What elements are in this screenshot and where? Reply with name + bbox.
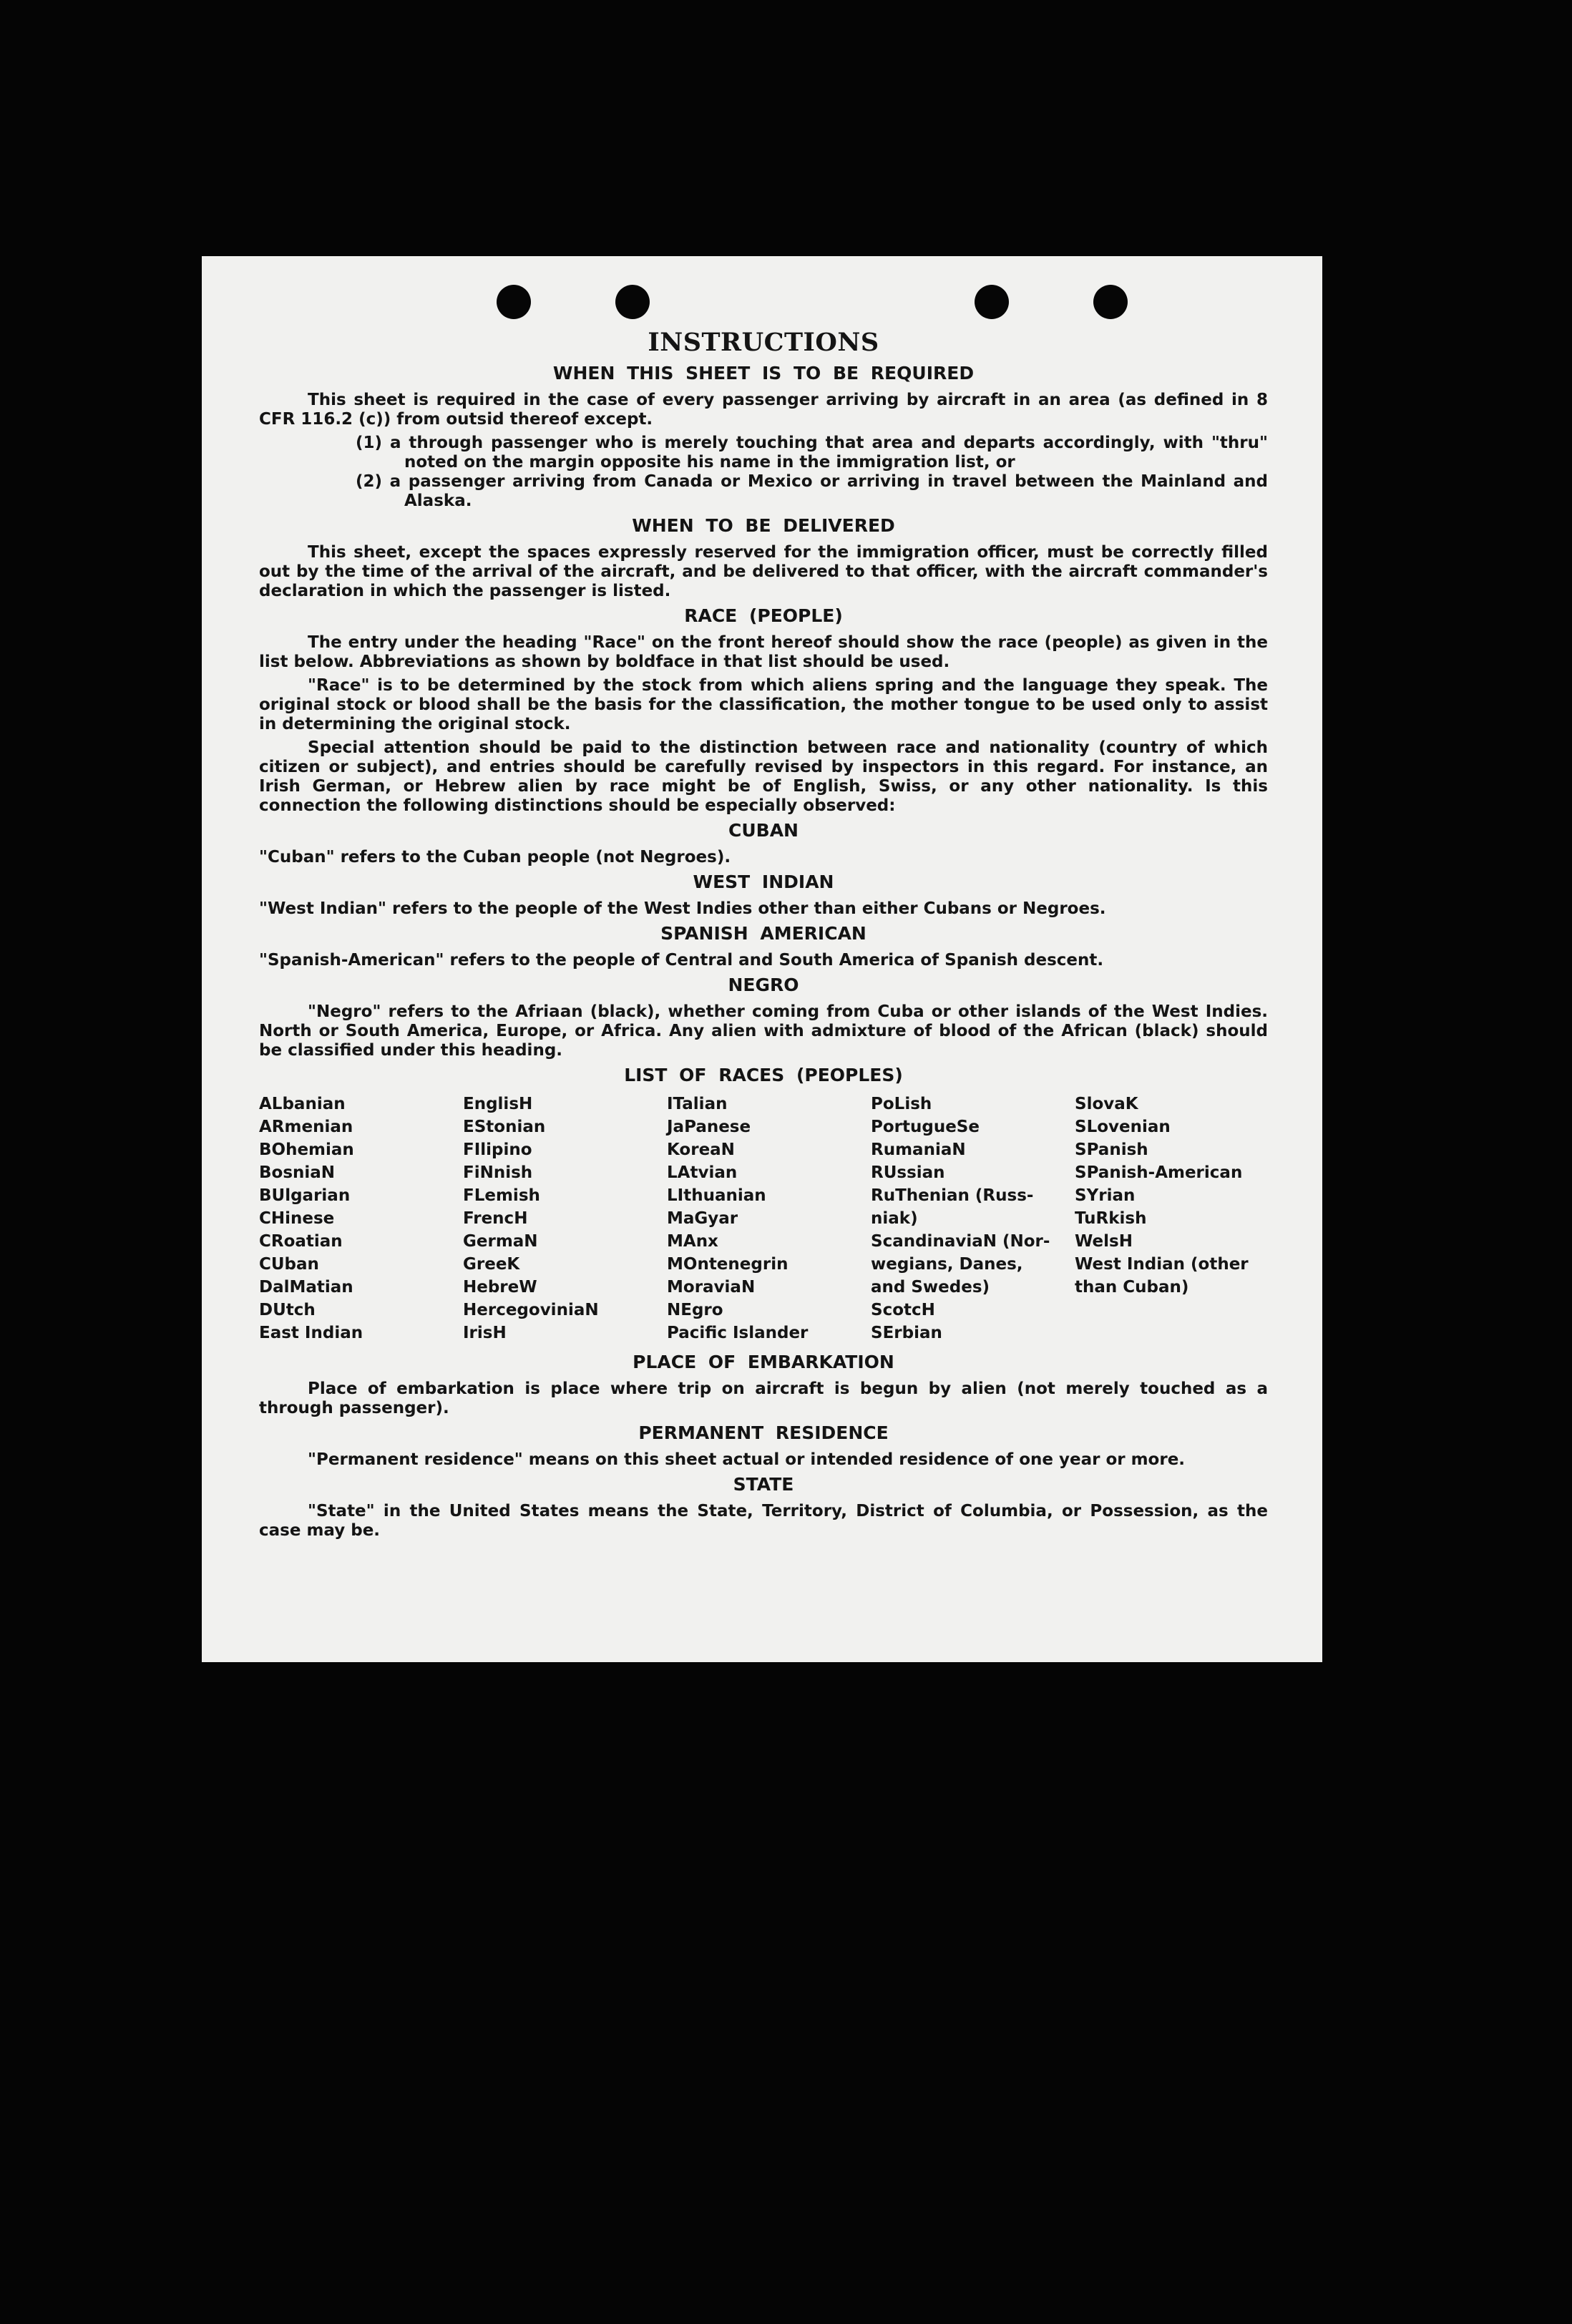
race-entry: ARmenian [259, 1118, 353, 1136]
punch-hole [497, 285, 531, 319]
race-entry: ALbanian [259, 1095, 346, 1113]
race-entry: FIlipino [463, 1141, 532, 1159]
section-heading: PERMANENT RESIDENCE [638, 1422, 889, 1443]
section-heading: CUBAN [728, 820, 799, 841]
race-entry: IrisH [463, 1324, 507, 1342]
exception-item: (1) a through passenger who is merely touching that area and departs accordingly, with "thru" noted on the margin opposite his name in the immigration list, or [356, 434, 1268, 472]
race-entry: ScotcH [871, 1301, 935, 1319]
race-entry: BUlgarian [259, 1186, 351, 1205]
race-entry: HercegoviniaN [463, 1301, 599, 1319]
instruction-sheet [202, 256, 1322, 1662]
race-entry: SPanish [1075, 1141, 1148, 1159]
paragraph: "Permanent residence" means on this sheet actual or intended residence of one year or more. [308, 1450, 1186, 1469]
paragraph: This sheet is required in the case of every passenger arriving by aircraft in an area (as defined in 8 CFR 116.2 (c)) from outsid thereof except. [259, 391, 1268, 429]
section-heading: SPANISH AMERICAN [660, 923, 866, 944]
section-heading: WHEN TO BE DELIVERED [632, 515, 895, 536]
race-entry: ITalian [667, 1095, 728, 1113]
race-entry: DalMatian [259, 1278, 353, 1297]
race-entry: FrencH [463, 1209, 528, 1228]
race-entry: SLovenian [1075, 1118, 1171, 1136]
section-heading: LIST OF RACES (PEOPLES) [624, 1065, 903, 1085]
race-entry: CUban [259, 1255, 319, 1274]
paragraph: This sheet, except the spaces expressly reserved for the immigration officer, must be correctly filled out by the time of the arrival of the aircraft, and be delivered to that officer, with the aircraft commander's declaration in which the passenger is listed. [259, 543, 1268, 600]
race-entry: EStonian [463, 1118, 546, 1136]
race-entry: PortugueSe [871, 1118, 980, 1136]
race-entry: FiNnish [463, 1163, 533, 1182]
race-entry: MoraviaN [667, 1278, 756, 1297]
race-entry: West Indian (other than Cuban) [1075, 1255, 1249, 1297]
race-entry: BOhemian [259, 1141, 354, 1159]
paragraph: Special attention should be paid to the distinction between race and nationality (country of which citizen or subject), and entries should be carefully revised by inspectors in this regard. For instance, an Irish German, or Hebrew alien by race might be of English, Swiss, or any other nationality. Is this connection the following distinctions should be especially observed: [259, 738, 1268, 815]
punch-hole [975, 285, 1009, 319]
paragraph: "West Indian" refers to the people of the West Indies other than either Cubans or Negroes. [259, 899, 1106, 918]
punch-hole [1093, 285, 1128, 319]
race-entry: GermaN [463, 1232, 538, 1251]
race-entry: LAtvian [667, 1163, 738, 1182]
races-column [1075, 1093, 1279, 1344]
races-column [871, 1093, 1075, 1344]
races-column [259, 1093, 463, 1344]
race-entry: CRoatian [259, 1232, 343, 1251]
race-entry: NEgro [667, 1301, 723, 1319]
section-heading: NEGRO [728, 975, 799, 995]
race-entry: ScandinaviaN (Nor- wegians, Danes, and Swedes) [871, 1232, 1050, 1297]
race-entry: MaGyar [667, 1209, 738, 1228]
section-heading: WEST INDIAN [693, 872, 834, 892]
race-entry: RumaniaN [871, 1141, 966, 1159]
section-heading: WHEN THIS SHEET IS TO BE REQUIRED [552, 363, 975, 384]
punch-hole [615, 285, 650, 319]
race-entry: HebreW [463, 1278, 537, 1297]
sheet-content [259, 328, 1268, 1545]
race-entry: SlovaK [1075, 1095, 1138, 1113]
race-entry: CHinese [259, 1209, 335, 1228]
race-entry: EnglisH [463, 1095, 533, 1113]
races-column [463, 1093, 667, 1344]
races-column [667, 1093, 871, 1344]
race-entry: LIthuanian [667, 1186, 766, 1205]
race-entry: JaPanese [667, 1118, 751, 1136]
race-entry: DUtch [259, 1301, 316, 1319]
races-list [259, 1093, 1268, 1344]
section-heading: STATE [733, 1474, 794, 1495]
race-entry: BosniaN [259, 1163, 336, 1182]
paragraph: "Race" is to be determined by the stock from which aliens spring and the language they speak. The original stock or blood shall be the basis for the classification, the mother tongue to be used only to assist in determining the original stock. [259, 676, 1268, 733]
paragraph: "Cuban" refers to the Cuban people (not Negroes). [259, 848, 731, 866]
paragraph: "Spanish-American" refers to the people of Central and South America of Spanish descent. [259, 951, 1104, 970]
race-entry: East Indian [259, 1324, 363, 1342]
race-entry: FLemish [463, 1186, 540, 1205]
document-title: INSTRUCTIONS [648, 328, 879, 357]
race-entry: SPanish-American [1075, 1163, 1243, 1182]
race-entry: KoreaN [667, 1141, 735, 1159]
race-entry: SYrian [1075, 1186, 1136, 1205]
race-entry: GreeK [463, 1255, 520, 1274]
race-entry: MOntenegrin [667, 1255, 789, 1274]
section-heading: PLACE OF EMBARKATION [633, 1352, 894, 1372]
race-entry: TuRkish [1075, 1209, 1147, 1228]
race-entry: WelsH [1075, 1232, 1133, 1251]
race-entry: Pacific Islander [667, 1324, 809, 1342]
exception-item: (2) a passenger arriving from Canada or Mexico or arriving in travel between the Mainland and Alaska. [356, 472, 1268, 510]
paragraph: Place of embarkation is place where trip on aircraft is begun by alien (not merely touched as a through passenger). [259, 1380, 1268, 1417]
race-entry: SErbian [871, 1324, 942, 1342]
race-entry: PoLish [871, 1095, 932, 1113]
race-entry: MAnx [667, 1232, 718, 1251]
paragraph: "State" in the United States means the State, Territory, District of Columbia, or Possession, as the case may be. [259, 1502, 1268, 1540]
race-entry: RuThenian (Russ- niak) [871, 1186, 1034, 1228]
race-entry: RUssian [871, 1163, 945, 1182]
section-heading: RACE (PEOPLE) [684, 605, 843, 626]
paragraph: "Negro" refers to the Afriaan (black), whether coming from Cuba or other islands of the West Indies. North or South America, Europe, or Africa. Any alien with admixture of blood of the African (black) should be classified under this heading. [259, 1002, 1268, 1060]
paragraph: The entry under the heading "Race" on the front hereof should show the race (people) as given in the list below. Abbreviations as shown by boldface in that list should be used. [259, 633, 1268, 671]
